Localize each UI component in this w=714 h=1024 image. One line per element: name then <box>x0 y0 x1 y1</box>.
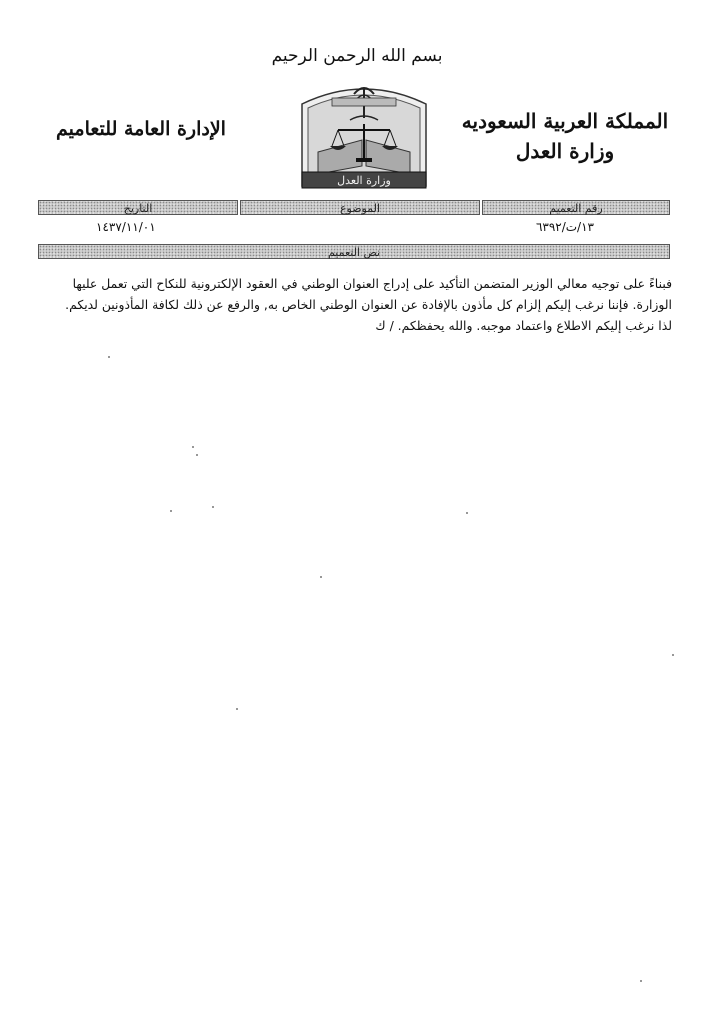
body-label: نص التعميم <box>38 244 670 259</box>
scan-speck <box>672 654 674 656</box>
ministry-name: وزارة العدل <box>515 139 615 163</box>
scan-speck <box>170 510 172 512</box>
emblem-caption: وزارة العدل <box>337 174 391 187</box>
scan-speck <box>466 512 468 514</box>
scan-speck <box>320 576 322 578</box>
ministry-of-justice-emblem-icon <box>296 74 432 192</box>
date-value: ١٤٣٧/١١/٠١ <box>96 220 156 234</box>
scan-speck <box>212 506 214 508</box>
scan-speck <box>640 980 642 982</box>
basmala: بسم الله الرحمن الرحيم <box>271 46 443 66</box>
kingdom-name: المملكة العربية السعوديه <box>461 109 669 133</box>
scan-speck <box>108 356 110 358</box>
department-name: الإدارة العامة للتعاميم <box>56 118 226 140</box>
scan-speck <box>196 454 198 456</box>
circular-body-text: فبناءً على توجيه معالي الوزير المتضمن التأكيد على إدراج العنوان الوطني في العقود الإلكترونية للنكاح التي تعمل عليها الوزارة. فإننا نرغب إليكم إلزام كل مأذون بالإفادة عن العنوان الوطني الخاص به, والرفع عن ذلك لكافة المأذونين لديكم. لذا نرغب إليكم الاطلاع واعتماد موجبه. والله يحفظكم. / ك <box>65 276 672 333</box>
kingdom-heading <box>460 106 670 166</box>
circular-number-value: ١٣/ت/٦٣٩٢ <box>535 220 594 234</box>
date-label: التاريخ <box>38 200 238 215</box>
scan-speck <box>236 708 238 710</box>
scan-speck <box>192 446 194 448</box>
circular-number-label: رقم التعميم <box>482 200 670 215</box>
subject-label: الموضوع <box>240 200 480 215</box>
